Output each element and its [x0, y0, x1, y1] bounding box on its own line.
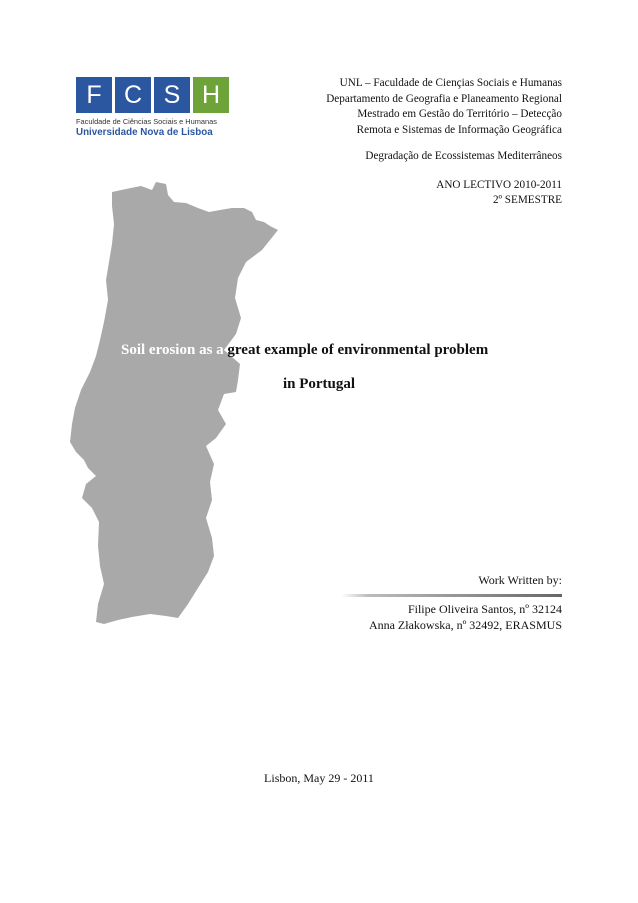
header-department: Departamento de Geografia e Planeamento Regional — [326, 92, 562, 105]
logo-university-name: Universidade Nova de Lisboa — [76, 127, 213, 138]
author-name: Anna Złakowska, nº 32492, ERASMUS — [368, 618, 562, 632]
document-header — [262, 76, 562, 209]
logo-letter-h: H — [193, 77, 229, 113]
header-course: Degradação de Ecossistemas Mediterrâneos — [365, 150, 562, 162]
logo-faculty-name: Faculdade de Ciências Sociais e Humanas — [76, 117, 217, 126]
fcsh-logo — [76, 77, 234, 145]
header-program: Mestrado em Gestão do Território – Detecção — [357, 108, 562, 120]
title-rest-text: great example of environmental problem — [227, 342, 489, 358]
author-list — [369, 601, 562, 633]
author-divider — [341, 594, 562, 597]
header-program-line2: Remota e Sistemas de Informação Geográfica — [356, 123, 562, 136]
work-written-label: Work Written by: — [478, 573, 562, 587]
header-year: ANO LECTIVO 2010-2011 — [436, 178, 562, 191]
logo-letter-f: F — [76, 77, 112, 113]
logo-letter-s: S — [154, 77, 190, 113]
title-on-map-text: Soil erosion as a — [121, 342, 228, 358]
author-name: Filipe Oliveira Santos, nº 32124 — [407, 602, 562, 616]
header-institution: UNL – Faculdade de Ciençias Sociais e Humanas — [339, 77, 562, 89]
document-date: Lisbon, May 29 - 2011 — [264, 771, 374, 785]
logo-letter-c: C — [115, 77, 151, 113]
header-semester: 2º SEMESTRE — [492, 194, 562, 206]
logo-letters — [76, 77, 234, 113]
document-title-line2: in Portugal — [282, 376, 356, 392]
portugal-map-shape — [70, 182, 278, 624]
document-title-line1 — [121, 340, 488, 360]
